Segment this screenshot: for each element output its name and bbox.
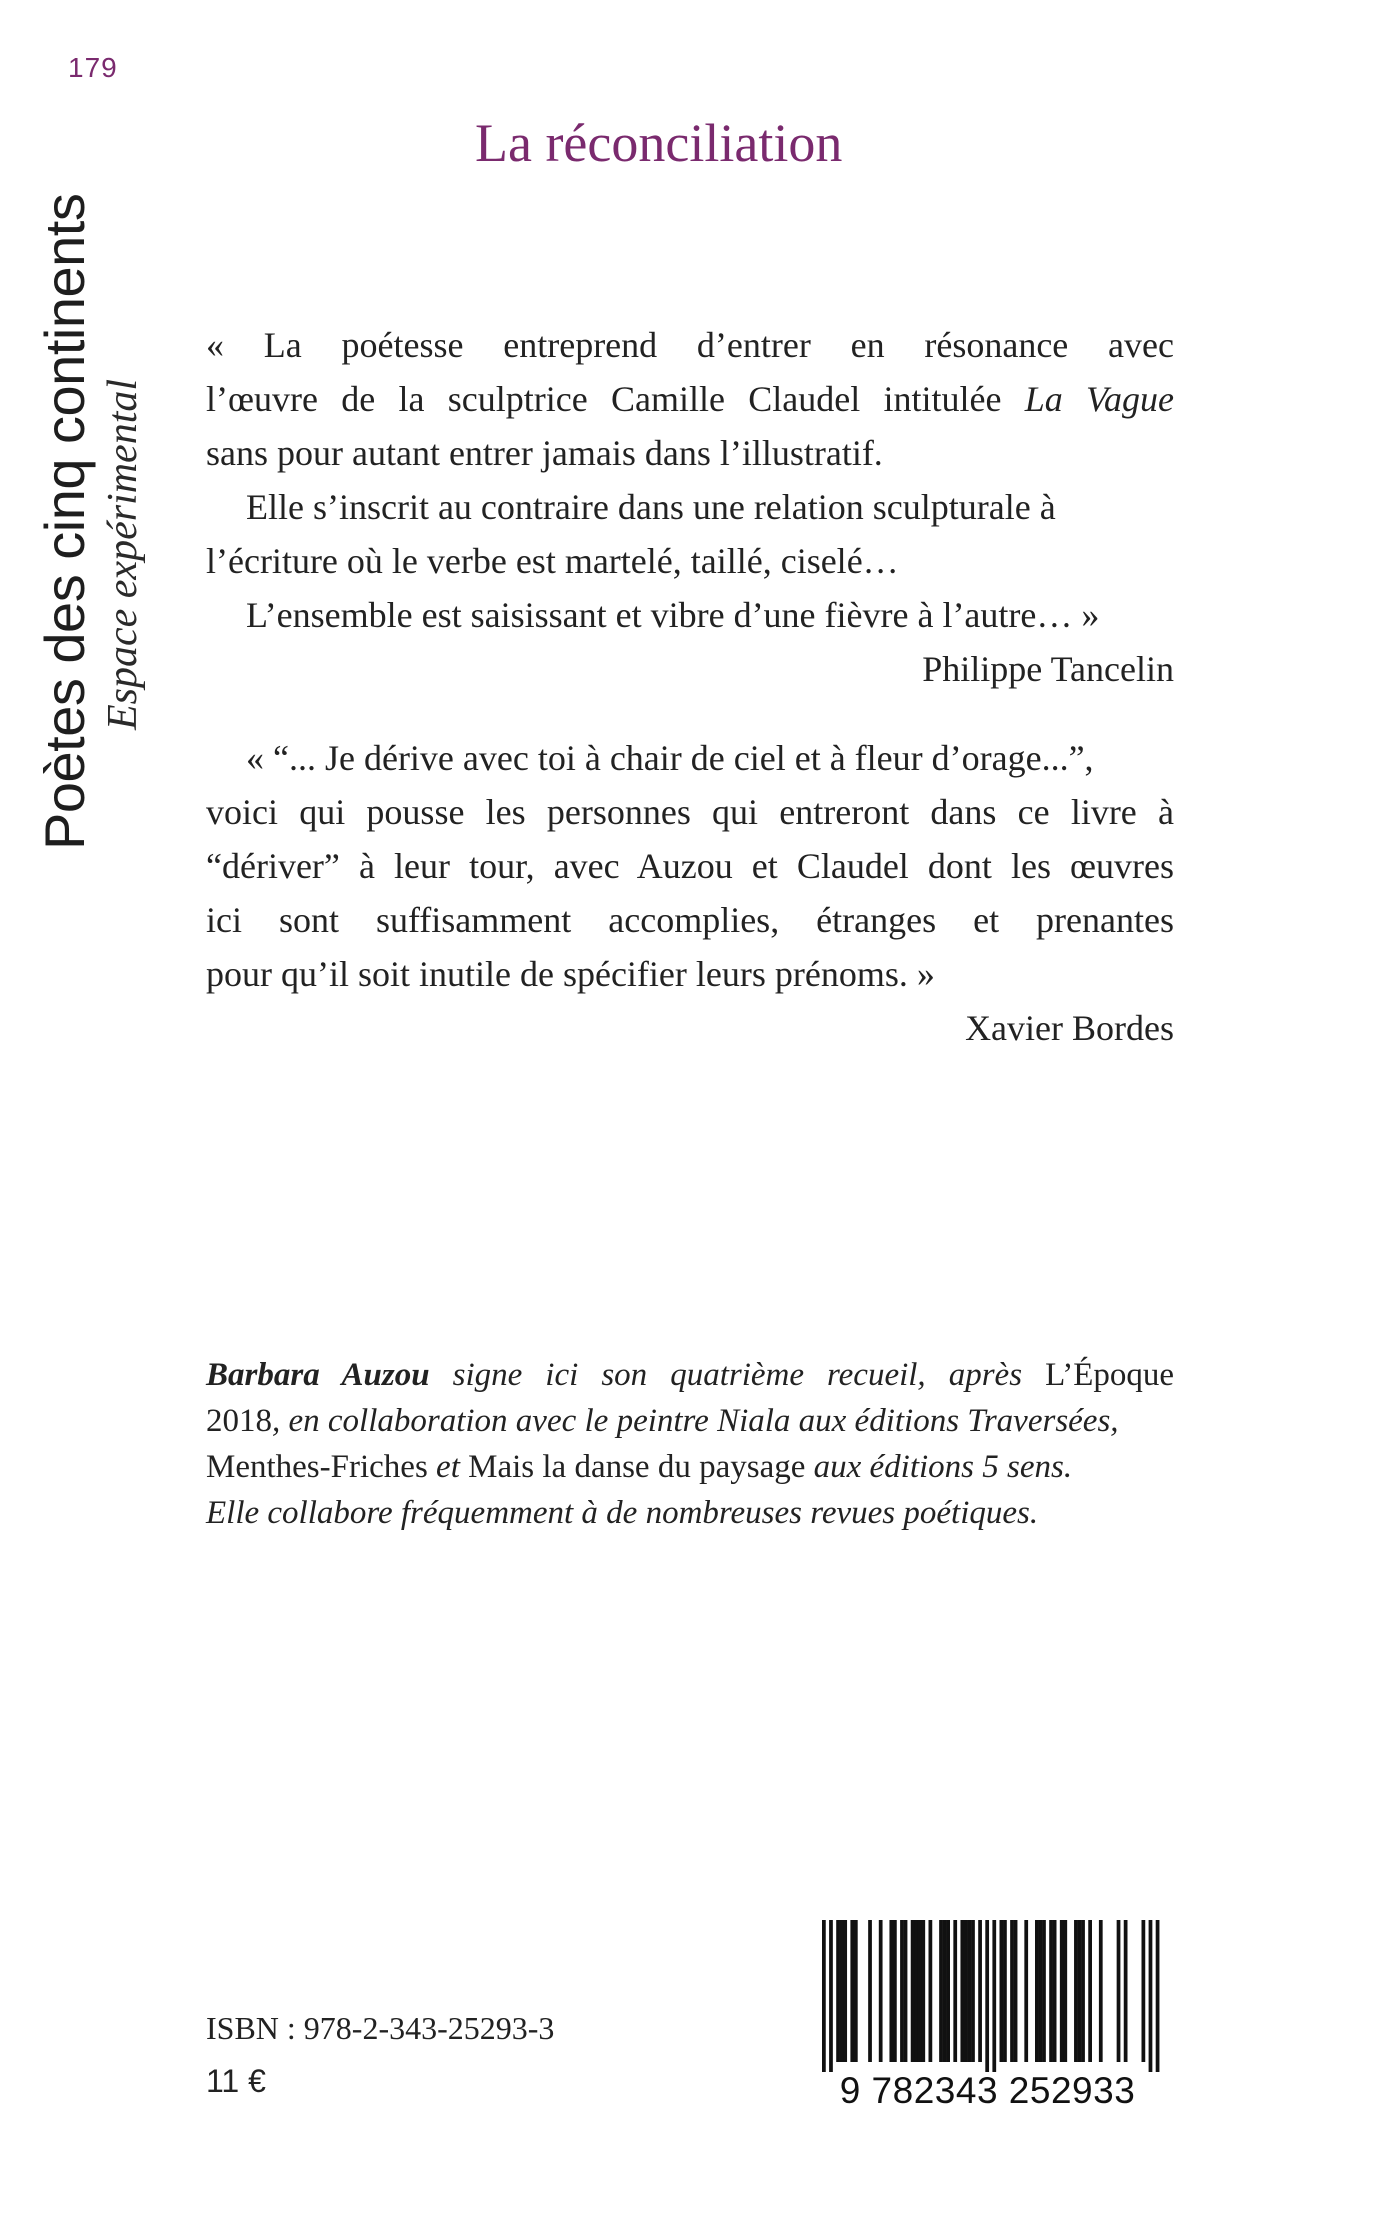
barcode-bar bbox=[889, 1920, 893, 2062]
barcode-digits: 9 782343 252933 bbox=[839, 2070, 1136, 2111]
price-label: 11 € bbox=[206, 2063, 266, 2099]
bio-text: Elle collabore fréquemment à de nombreuses revues poétiques. bbox=[206, 1495, 1039, 1531]
barcode-bar bbox=[971, 1920, 975, 2062]
barcode-bar bbox=[918, 1920, 922, 2062]
barcode-bar bbox=[985, 1920, 989, 2072]
barcode-bar bbox=[968, 1920, 972, 2062]
barcode-bar bbox=[1039, 1920, 1043, 2062]
bio-line bbox=[206, 1352, 1174, 1398]
barcode-bar bbox=[914, 1920, 918, 2062]
barcode-bar bbox=[992, 1920, 996, 2072]
barcode-bar bbox=[840, 1920, 844, 2062]
barcode-bar bbox=[1063, 1920, 1067, 2062]
barcode-bar bbox=[1000, 1920, 1004, 2062]
barcode-bar bbox=[1042, 1920, 1046, 2062]
barcode-bar bbox=[1078, 1920, 1082, 2062]
quote-line: voici qui pousse les personnes qui entreront dans ce livre à bbox=[206, 792, 1174, 832]
barcode-bar bbox=[843, 1920, 847, 2062]
barcode-bar bbox=[1035, 1920, 1039, 2062]
quote-line-text: l’œuvre de la sculptrice Camille Claudel intitulée bbox=[206, 379, 1025, 419]
barcode-bar bbox=[854, 1920, 858, 2062]
barcode-bar bbox=[978, 1920, 982, 2062]
bio-work-title: Mais la danse du paysage bbox=[468, 1449, 806, 1485]
quote-line bbox=[206, 372, 1174, 426]
barcode-bar bbox=[1081, 1920, 1085, 2062]
barcode-bar bbox=[1142, 1920, 1146, 2062]
barcode-bar bbox=[946, 1920, 950, 2062]
barcode-bar bbox=[1117, 1920, 1121, 2062]
barcode-bar bbox=[921, 1920, 925, 2062]
series-title: Poètes des cinq continents bbox=[33, 193, 96, 850]
isbn-label: ISBN : 978-2-343-25293-3 bbox=[206, 2010, 555, 2046]
barcode-bar bbox=[900, 1920, 904, 2062]
barcode-bar bbox=[939, 1920, 943, 2062]
quote-line: ici sont suffisamment accomplies, étranges et prenantes bbox=[206, 900, 1174, 940]
bio-text: signe ici son quatrième recueil, après bbox=[429, 1357, 1046, 1393]
bio-line bbox=[206, 1490, 1174, 1536]
quote-line: pour qu’il soit inutile de spécifier leurs prénoms. » bbox=[206, 954, 935, 994]
quote-line: « La poétesse entreprend d’entrer en résonance avec bbox=[206, 325, 1174, 365]
barcode-bar bbox=[1003, 1920, 1007, 2062]
barcode-bar bbox=[964, 1920, 968, 2062]
barcode-bar bbox=[1149, 1920, 1153, 2072]
barcode-bar bbox=[1099, 1920, 1103, 2062]
bio-work-title: L’Époque bbox=[1045, 1357, 1175, 1393]
bio-line bbox=[206, 1444, 1174, 1490]
barcode bbox=[800, 1920, 1175, 2120]
quote-line: Elle s’inscrit au contraire dans une relation sculpturale à bbox=[246, 487, 1056, 527]
barcode-bar bbox=[960, 1920, 964, 2062]
quote-line: l’écriture où le verbe est martelé, taillé, ciselé… bbox=[206, 541, 899, 581]
barcode-bar bbox=[822, 1920, 826, 2072]
barcode-bar bbox=[953, 1920, 957, 2062]
barcode-bar bbox=[1060, 1920, 1064, 2062]
barcode-bar bbox=[1088, 1920, 1092, 2062]
bio-work-title: 2018 bbox=[206, 1403, 272, 1439]
quote-line: « “... Je dérive avec toi à chair de ciel et à fleur d’orage...”, bbox=[246, 738, 1094, 778]
barcode-bar bbox=[943, 1920, 947, 2062]
quote-tancelin bbox=[206, 318, 1174, 696]
barcode-bar bbox=[836, 1920, 840, 2062]
barcode-bar bbox=[929, 1920, 933, 2062]
barcode-bar bbox=[1124, 1920, 1128, 2062]
barcode-bar bbox=[1053, 1920, 1057, 2062]
bio-line bbox=[206, 1398, 1174, 1444]
barcode-bar bbox=[868, 1920, 872, 2062]
author-bio bbox=[206, 1352, 1174, 1536]
quote-author: Xavier Bordes bbox=[965, 1008, 1174, 1048]
barcode-bars bbox=[800, 1920, 1175, 2075]
work-title-la-vague: La Vague bbox=[1024, 379, 1174, 419]
quote-author: Philippe Tancelin bbox=[922, 649, 1174, 689]
book-title: La réconciliation bbox=[475, 113, 843, 173]
series-number: 179 bbox=[68, 52, 118, 83]
barcode-bar bbox=[1156, 1920, 1160, 2072]
quote-line: “dériver” à leur tour, avec Auzou et Claudel dont les œuvres bbox=[206, 846, 1174, 886]
quote-bordes bbox=[206, 731, 1174, 1055]
barcode-bar bbox=[850, 1920, 854, 2062]
barcode-bar bbox=[1049, 1920, 1053, 2062]
series-spine bbox=[32, 90, 162, 850]
quote-line: sans pour autant entrer jamais dans l’illustratif. bbox=[206, 433, 883, 473]
barcode-bar bbox=[904, 1920, 908, 2062]
barcode-bar bbox=[879, 1920, 883, 2062]
barcode-bar bbox=[1074, 1920, 1078, 2062]
bio-text: et bbox=[427, 1449, 469, 1485]
barcode-bar bbox=[1014, 1920, 1018, 2062]
bio-text: aux éditions 5 sens. bbox=[805, 1449, 1073, 1485]
bio-text: , en collaboration avec le peintre Niala aux éditions Traversées, bbox=[272, 1403, 1119, 1439]
barcode-bar bbox=[893, 1920, 897, 2062]
barcode-bar bbox=[911, 1920, 915, 2062]
barcode-bar bbox=[1024, 1920, 1028, 2062]
bio-work-title: Menthes-Friches bbox=[206, 1449, 428, 1485]
series-subtitle: Espace expérimental bbox=[100, 378, 146, 730]
barcode-bar bbox=[829, 1920, 833, 2072]
quote-line: L’ensemble est saisissant et vibre d’une fièvre à l’autre… » bbox=[246, 595, 1100, 635]
bio-author-name: Barbara Auzou bbox=[206, 1357, 430, 1393]
barcode-bar bbox=[1010, 1920, 1014, 2062]
